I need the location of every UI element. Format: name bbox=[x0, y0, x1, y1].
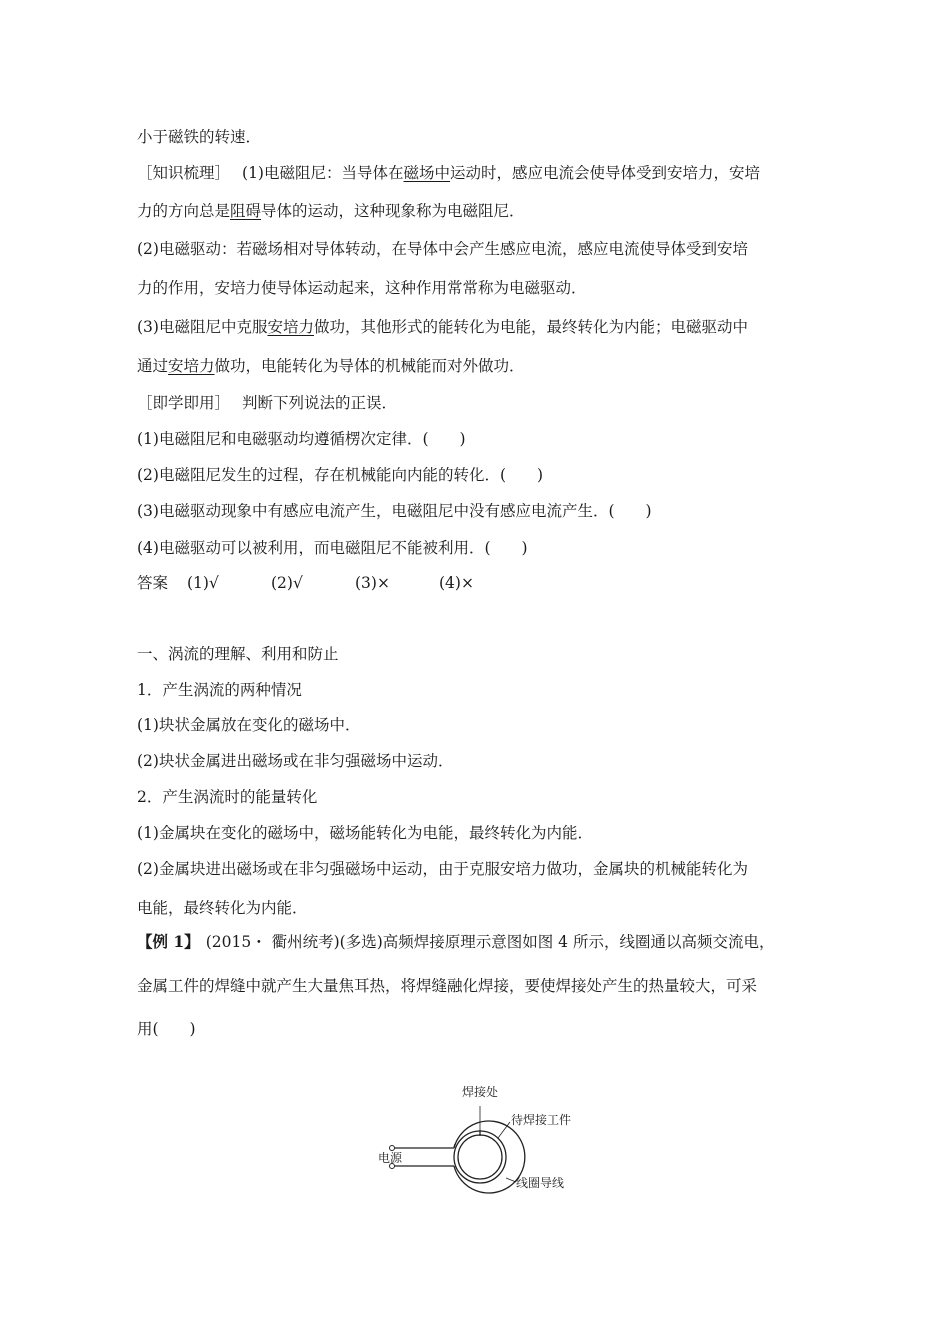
knowledge-line-1 bbox=[137, 162, 817, 184]
section-title: 一、涡流的理解、利用和防止 bbox=[137, 645, 339, 663]
text-span: 导体的运动，这种现象称为电磁阻尼． bbox=[261, 202, 525, 220]
text-span: (2015・ 衢州统考)(多选)高频焊接原理示意图如图 4 所示，线圈通以高频交流电， bbox=[205, 933, 775, 951]
coil-pointer bbox=[506, 1178, 516, 1182]
label-coil-wire: 线圈导线 bbox=[516, 1176, 565, 1190]
example-line-3: 用( ) bbox=[137, 1020, 196, 1038]
list-item: (1)块状金属放在变化的磁场中． bbox=[137, 716, 361, 734]
answer-label: 答案 bbox=[137, 574, 169, 592]
knowledge-line-3: (2)电磁驱动：若磁场相对导体转动，在导体中会产生感应电流，感应电流使导体受到安培 bbox=[137, 240, 748, 258]
welding-diagram-svg bbox=[370, 1078, 590, 1196]
knowledge-line-4: 力的作用，安培力使导体运动起来，这种作用常常称为电磁驱动． bbox=[137, 279, 587, 297]
example-line-2: 金属工件的焊缝中就产生大量焦耳热，将焊缝融化焊接，要使焊接处产生的热量较大，可采 bbox=[137, 977, 758, 995]
quiz-intro: 判断下列说法的正误． bbox=[242, 394, 398, 412]
text-span: 做功，电能转化为导体的机械能而对外做功． bbox=[214, 357, 525, 375]
example-line-1 bbox=[137, 931, 817, 953]
workpiece-inner-ring bbox=[458, 1135, 502, 1179]
paragraph-continuation: 小于磁铁的转速． bbox=[137, 128, 262, 146]
label-weld-point: 焊接处 bbox=[462, 1085, 499, 1099]
coil-wire-link bbox=[454, 1144, 455, 1148]
answer-item: (3)× bbox=[355, 574, 390, 592]
text-span: (3)电磁阻尼中克服 bbox=[137, 318, 268, 336]
answer-item: (2)√ bbox=[271, 574, 303, 592]
workpiece-outer-ring bbox=[454, 1131, 506, 1183]
subsection-heading: 2．产生涡流时的能量转化 bbox=[137, 788, 318, 806]
terminal-icon bbox=[390, 1146, 395, 1151]
text-span: 力的方向总是 bbox=[137, 202, 231, 220]
label-power: 电源 bbox=[378, 1151, 403, 1165]
underlined-term: 阻碍 bbox=[230, 202, 262, 220]
answer-item: (4)× bbox=[439, 574, 474, 592]
quiz-tag: ［即学即用］ bbox=[137, 394, 231, 412]
text-span: 运动时，感应电流会使导体受到安培力，安培 bbox=[450, 164, 761, 182]
underlined-term: 安培力 bbox=[168, 357, 215, 375]
underlined-term: 磁场中 bbox=[403, 164, 450, 182]
welding-diagram bbox=[370, 1078, 590, 1196]
quiz-item: (3)电磁驱动现象中有感应电流产生，电磁阻尼中没有感应电流产生．( ) bbox=[137, 502, 652, 520]
label-workpiece: 待焊接工件 bbox=[511, 1113, 572, 1127]
quiz-item: (4)电磁驱动可以被利用，而电磁阻尼不能被利用．( ) bbox=[137, 539, 528, 557]
knowledge-line-6 bbox=[137, 355, 817, 377]
subsection-heading: 1．产生涡流的两种情况 bbox=[137, 681, 302, 699]
knowledge-line-5 bbox=[137, 316, 817, 338]
quiz-item: (1)电磁阻尼和电磁驱动均遵循楞次定律．( ) bbox=[137, 430, 466, 448]
underlined-term: 安培力 bbox=[267, 318, 314, 336]
knowledge-line-2 bbox=[137, 200, 817, 222]
quiz-item: (2)电磁阻尼发生的过程，存在机械能向内能的转化．( ) bbox=[137, 466, 544, 484]
coil-wire-outer bbox=[454, 1121, 525, 1193]
list-item: (2)块状金属进出磁场或在非匀强磁场中运动． bbox=[137, 752, 454, 770]
quiz-header bbox=[137, 392, 817, 414]
text-span: (1)电磁阻尼：当导体在 bbox=[242, 164, 404, 182]
list-item-continuation: 电能，最终转化为内能． bbox=[137, 899, 308, 917]
knowledge-tag: ［知识梳理］ bbox=[137, 164, 231, 182]
answer-line bbox=[137, 572, 817, 594]
answer-item: (1)√ bbox=[187, 574, 219, 592]
text-span: 做功，其他形式的能转化为电能，最终转化为内能；电磁驱动中 bbox=[313, 318, 748, 336]
text-span: 通过 bbox=[137, 357, 169, 375]
list-item: (1)金属块在变化的磁场中，磁场能转化为电能，最终转化为内能． bbox=[137, 824, 593, 842]
example-label: 【例 1】 bbox=[137, 932, 200, 951]
list-item: (2)金属块进出磁场或在非匀强磁场中运动，由于克服安培力做功，金属块的机械能转化为 bbox=[137, 860, 748, 878]
